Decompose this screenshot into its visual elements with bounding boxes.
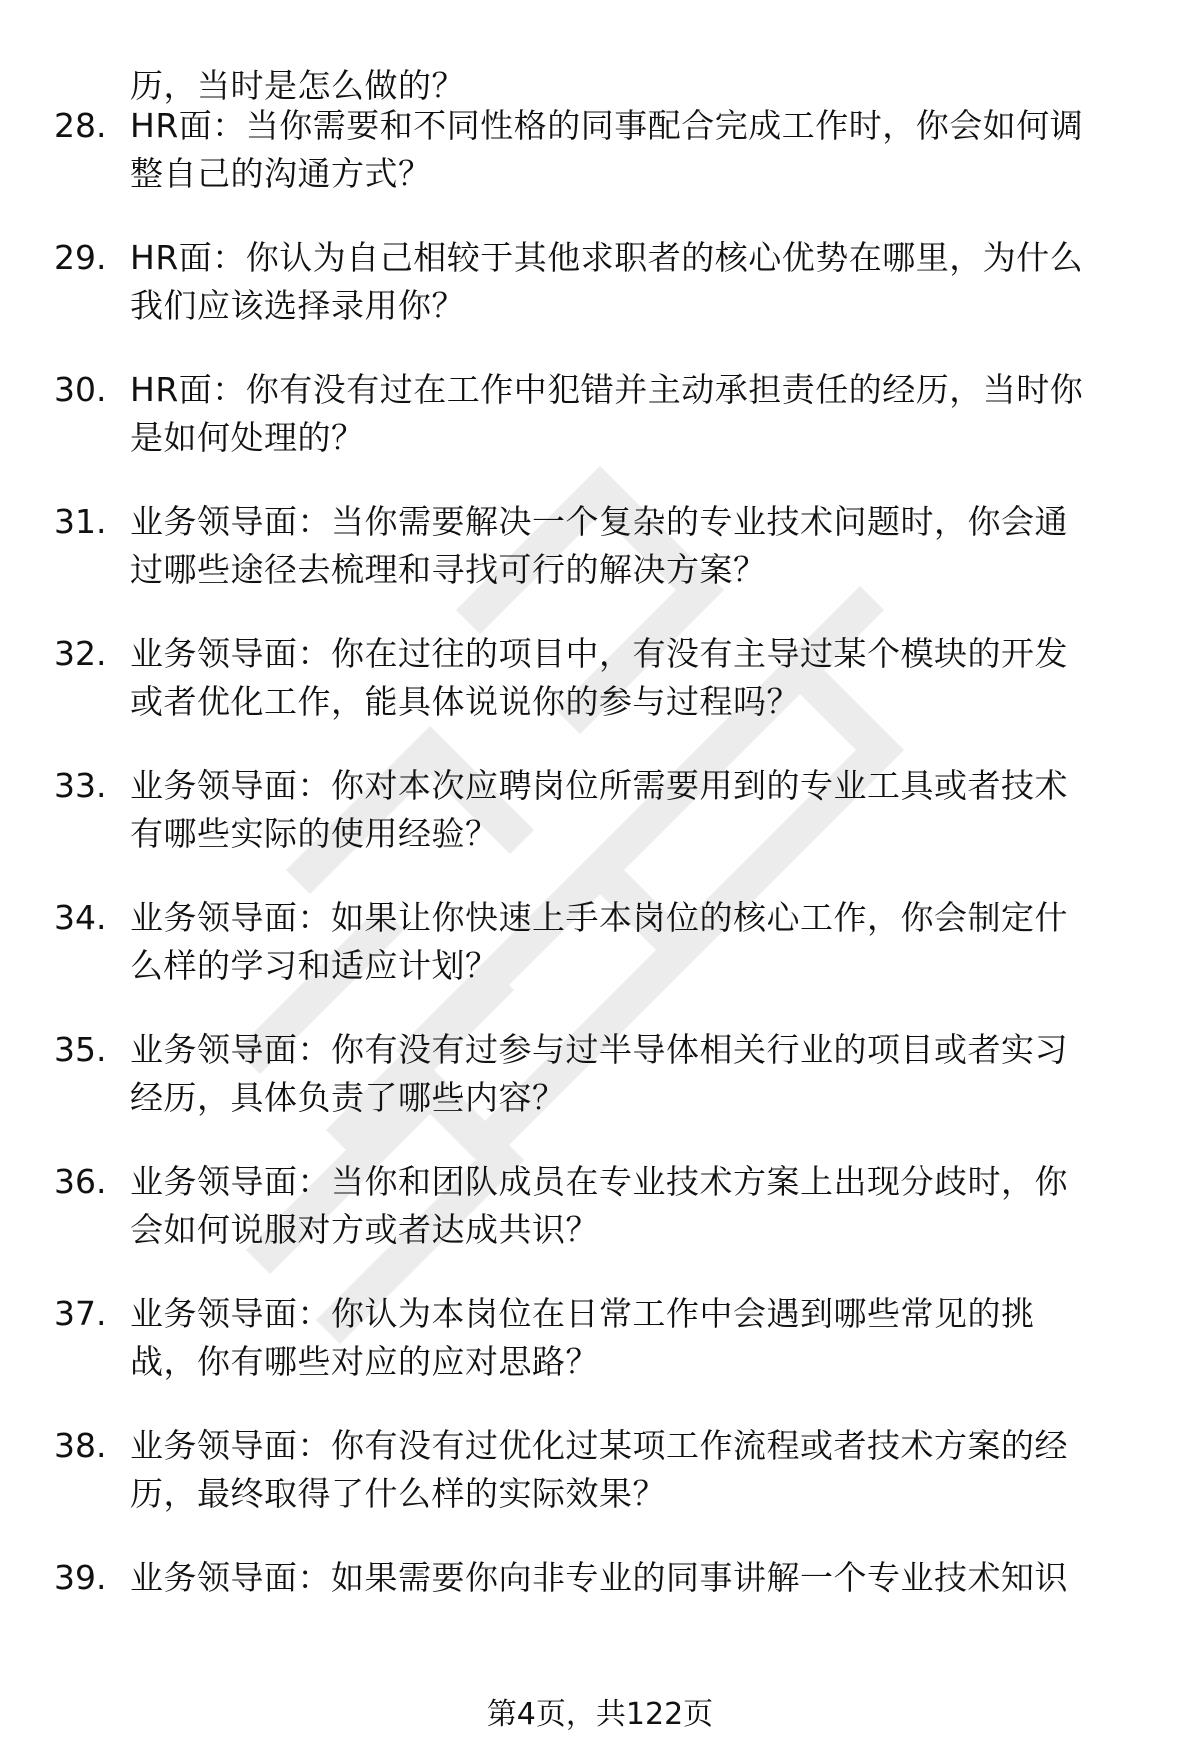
question-line: HR面：当你需要和不同性格的同事配合完成工作时，你会如何调 [130,106,1084,145]
question-line: 业务领导面：你在过往的项目中，有没有主导过某个模块的开发 [130,634,1068,673]
question-line: 业务领导面：你有没有过参与过半导体相关行业的项目或者实习 [130,1030,1068,1069]
question-line: 业务领导面：你对本次应聘岗位所需要用到的专业工具或者技术 [130,766,1068,805]
list-item [0,1554,1200,1614]
question-line: 是如何处理的？ [130,418,365,457]
list-item [0,1290,1200,1422]
list-item [0,102,1200,234]
question-line: HR面：你有没有过在工作中犯错并主动承担责任的经历，当时你 [130,370,1084,409]
list-item [0,1422,1200,1554]
question-line: 过哪些途径去梳理和寻找可行的解决方案？ [130,550,767,589]
question-text [130,1290,1160,1386]
question-text [130,630,1160,726]
question-line: 业务领导面：如果让你快速上手本岗位的核心工作，你会制定什 [130,898,1068,937]
question-line: 业务领导面：如果需要你向非专业的同事讲解一个专业技术知识 [130,1558,1068,1597]
question-number: 29. [54,238,107,277]
question-line: 会如何说服对方或者达成共识？ [130,1210,599,1249]
question-line: 历，最终取得了什么样的实际效果？ [130,1474,666,1513]
question-number: 34. [54,898,107,937]
question-line: 历，当时是怎么做的？ [130,66,465,105]
question-text [130,894,1160,990]
list-item [0,366,1200,498]
question-line: 么样的学习和适应计划？ [130,946,499,985]
question-number: 33. [54,766,107,805]
list-item [0,1026,1200,1158]
question-line: 经历，具体负责了哪些内容？ [130,1078,566,1117]
question-number: 35. [54,1030,107,1069]
question-text [130,498,1160,594]
page-number-footer: 第4页，共122页 [486,1697,714,1732]
question-number: 31. [54,502,107,541]
list-item [0,498,1200,630]
question-line: 或者优化工作，能具体说说你的参与过程吗？ [130,682,800,721]
question-text [130,1554,1160,1602]
question-number: 28. [54,106,107,145]
question-text [130,762,1160,858]
question-line: 业务领导面：你认为本岗位在日常工作中会遇到哪些常见的挑 [130,1294,1035,1333]
question-number: 30. [54,370,107,409]
question-line: 业务领导面：你有没有过优化过某项工作流程或者技术方案的经 [130,1426,1068,1465]
question-number: 38. [54,1426,107,1465]
question-number: 39. [54,1558,107,1597]
list-item [0,894,1200,1026]
question-text [130,102,1160,198]
list-item [0,62,1200,105]
list-item [0,1158,1200,1290]
question-text [130,366,1160,462]
list-item [0,234,1200,366]
question-list [0,62,1200,1614]
question-text [130,234,1160,330]
question-line: 战，你有哪些对应的应对思路？ [130,1342,599,1381]
question-line: 业务领导面：当你需要解决一个复杂的专业技术问题时，你会通 [130,502,1068,541]
question-line: 业务领导面：当你和团队成员在专业技术方案上出现分歧时，你 [130,1162,1068,1201]
question-text [130,1158,1160,1254]
question-line: HR面：你认为自己相较于其他求职者的核心优势在哪里，为什么 [130,238,1084,277]
question-line: 我们应该选择录用你？ [130,286,465,325]
question-text [130,1422,1160,1518]
question-text [130,1026,1160,1122]
question-number: 36. [54,1162,107,1201]
question-number: 32. [54,634,107,673]
question-number: 37. [54,1294,107,1333]
question-line: 有哪些实际的使用经验？ [130,814,499,853]
list-item [0,762,1200,894]
list-item [0,630,1200,762]
question-line: 整自己的沟通方式？ [130,154,432,193]
